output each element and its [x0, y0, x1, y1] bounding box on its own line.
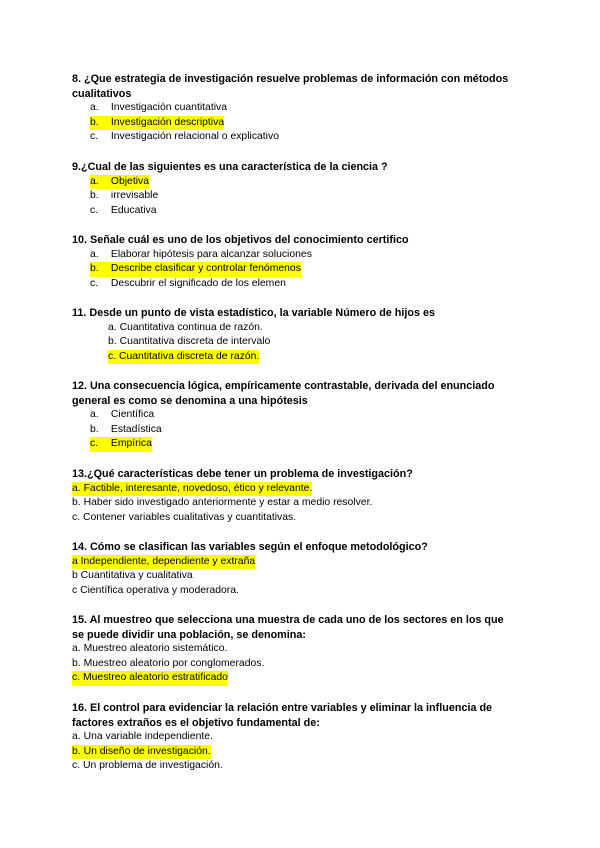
answer-option	[72, 730, 532, 745]
answer-option	[72, 642, 532, 657]
answer-option	[72, 569, 532, 584]
question-title: 9.¿Cual de las siguientes es una característica de la ciencia ?	[72, 161, 388, 173]
option-marker: a	[72, 555, 78, 567]
option-text: Contener variables cualitativas y cuantitativas.	[82, 511, 297, 523]
question-title: 11. Desde un punto de vista estadístico, la variable Número de hijos es	[72, 307, 436, 319]
option-text: Investigación descriptiva	[110, 116, 225, 128]
answer-text	[72, 496, 372, 511]
option-text: Un problema de investigación.	[82, 760, 223, 772]
question-title: cualitativos	[72, 87, 132, 100]
question-12	[72, 379, 532, 452]
answer-text	[108, 321, 263, 336]
answer-text	[90, 101, 227, 116]
option-marker: a.	[90, 248, 99, 260]
option-text: Cuantitativa continua de razón.	[119, 321, 263, 333]
option-text: Investigación cuantitativa	[110, 102, 227, 114]
option-text: Muestreo aleatorio sistemático.	[83, 643, 228, 655]
answer-option	[72, 101, 532, 116]
question-8	[72, 72, 532, 145]
answer-text	[90, 423, 162, 438]
option-text: irrevisable	[110, 190, 159, 202]
option-text: Cuantitativa y cualitativa	[80, 570, 193, 582]
answer-option	[72, 482, 532, 497]
answer-option	[72, 277, 532, 292]
option-text: Objetiva	[110, 175, 150, 187]
answer-option	[72, 759, 532, 774]
answer-text	[90, 130, 279, 145]
option-text: Cuantitativa discreta de intervalo	[119, 336, 271, 348]
option-text: Haber sido investigado anteriormente y estar a medio resolver.	[83, 497, 373, 509]
answer-option	[72, 671, 532, 686]
option-marker: c.	[72, 672, 81, 684]
answer-option	[72, 335, 532, 350]
option-text: Científica	[110, 409, 155, 421]
option-marker: b.	[90, 263, 99, 275]
question-13	[72, 467, 532, 525]
answer-text	[108, 335, 270, 350]
option-text: Elaborar hipótesis para alcanzar soluciones	[110, 248, 312, 260]
answer-option	[72, 437, 532, 452]
option-text: Describe clasificar y controlar fenómenos	[110, 263, 301, 275]
question-title: 16. El control para evidenciar la relación entre variables y eliminar la influencia de	[72, 702, 493, 714]
answer-option	[72, 511, 532, 526]
option-text: Educativa	[110, 204, 157, 216]
answer-text	[72, 642, 227, 657]
answer-option	[72, 116, 532, 131]
option-text: Independiente, dependiente y extraña	[80, 555, 256, 567]
question-title: factores extraños es el objetivo fundamental de:	[72, 716, 320, 729]
option-text: Investigación relacional o explicativo	[110, 131, 279, 143]
option-marker: c.	[72, 760, 81, 772]
question-title: 12. Una consecuencia lógica, empíricamente contrastable, derivada del enunciado	[72, 380, 495, 392]
answer-option	[72, 745, 532, 760]
highlighted-answer	[90, 116, 224, 131]
option-marker: c.	[72, 511, 81, 523]
option-marker: c	[72, 584, 78, 596]
option-marker: c.	[108, 350, 117, 362]
answer-option	[72, 584, 532, 599]
option-marker: b.	[108, 336, 117, 348]
option-marker: b.	[90, 190, 99, 202]
option-text: Científica operativa y moderadora.	[80, 584, 239, 596]
question-title: 8. ¿Que estrategia de investigación resuelve problemas de información con métodos	[72, 73, 509, 85]
highlighted-answer	[90, 437, 152, 452]
option-text: Estadística	[110, 423, 162, 435]
answer-option	[72, 321, 532, 336]
question-title: 10. Señale cuál es uno de los objetivos del conocimiento certifico	[72, 234, 409, 246]
highlighted-answer	[90, 175, 149, 190]
question-16	[72, 701, 532, 774]
question-9	[72, 160, 532, 218]
option-text: Una variable independiente.	[83, 731, 213, 743]
highlighted-answer	[108, 350, 259, 365]
question-11	[72, 306, 532, 364]
question-10	[72, 233, 532, 291]
question-title: general es como se denomina a una hipótesis	[72, 394, 308, 407]
option-marker: a.	[90, 175, 99, 187]
option-marker: a.	[90, 102, 99, 114]
answer-text	[90, 248, 312, 263]
question-title: 13.¿Qué características debe tener un problema de investigación?	[72, 468, 413, 480]
answer-option	[72, 555, 532, 570]
answer-option	[72, 423, 532, 438]
option-text: Muestreo aleatorio estratificado	[82, 672, 228, 684]
highlighted-answer	[72, 671, 228, 686]
question-14	[72, 540, 532, 598]
question-title: se puede dividir una población, se denomina:	[72, 628, 306, 641]
option-marker: b.	[90, 116, 99, 128]
highlighted-answer	[72, 482, 312, 497]
option-text: Factible, interesante, novedoso, ético y relevante.	[83, 482, 313, 494]
option-marker: c.	[90, 277, 99, 289]
option-marker: a.	[108, 321, 117, 333]
option-text: Descubrir el significado de los elemen	[110, 277, 286, 289]
question-title: 14. Cómo se clasifican las variables según el enfoque metodológico?	[72, 541, 428, 553]
option-marker: c.	[90, 204, 99, 216]
highlighted-answer	[72, 745, 211, 760]
option-marker: a.	[90, 409, 99, 421]
answer-option	[72, 350, 532, 365]
option-marker: b.	[72, 745, 81, 757]
option-text: Un diseño de investigación.	[83, 745, 211, 757]
answer-option	[72, 175, 532, 190]
highlighted-answer	[72, 555, 255, 570]
answer-text	[72, 569, 193, 584]
answer-text	[72, 759, 223, 774]
answer-text	[90, 189, 158, 204]
answer-option	[72, 189, 532, 204]
option-marker: b.	[90, 423, 99, 435]
answer-option	[72, 496, 532, 511]
answer-text	[72, 657, 264, 672]
option-marker: a.	[72, 731, 81, 743]
answer-text	[90, 277, 286, 292]
option-marker: a.	[72, 643, 81, 655]
answer-option	[72, 248, 532, 263]
option-marker: b.	[72, 497, 81, 509]
option-text: Cuantitativa discreta de razón.	[118, 350, 260, 362]
option-text: Empírica	[110, 438, 152, 450]
option-marker: c.	[90, 438, 99, 450]
answer-option	[72, 204, 532, 219]
answer-text	[72, 730, 213, 745]
answer-text	[72, 511, 296, 526]
option-marker: b	[72, 570, 78, 582]
answer-text	[90, 204, 157, 219]
question-15	[72, 613, 532, 686]
answer-option	[72, 657, 532, 672]
answer-option	[72, 408, 532, 423]
option-marker: a.	[72, 482, 81, 494]
option-marker: c.	[90, 131, 99, 143]
option-text: Muestreo aleatorio por conglomerados.	[83, 657, 265, 669]
answer-text	[72, 584, 239, 599]
highlighted-answer	[90, 262, 301, 277]
answer-option	[72, 130, 532, 145]
question-title: 15. Al muestreo que selecciona una muestra de cada uno de los sectores en los que	[72, 614, 504, 626]
option-marker: b.	[72, 657, 81, 669]
answer-text	[90, 408, 154, 423]
answer-option	[72, 262, 532, 277]
